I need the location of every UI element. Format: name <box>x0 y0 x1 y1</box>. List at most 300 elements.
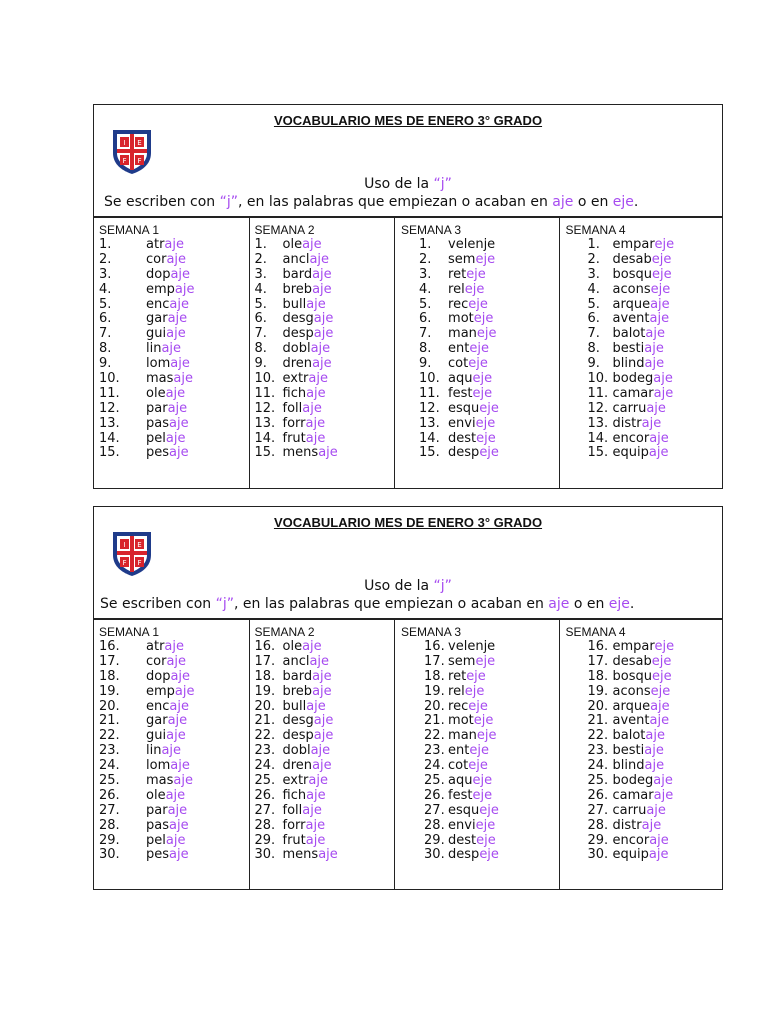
word-item <box>560 283 722 298</box>
svg-text:I: I <box>123 541 126 549</box>
vocab-word <box>283 714 334 729</box>
word-ending: aje <box>644 743 664 759</box>
item-number: 30. <box>99 847 120 863</box>
word-item <box>250 298 395 313</box>
word-item <box>395 446 558 461</box>
word-item <box>395 342 558 357</box>
vocab-word <box>613 670 672 685</box>
word-item <box>250 700 395 715</box>
word-item <box>250 238 395 253</box>
item-number: 2. <box>419 251 432 267</box>
word-item <box>560 685 722 700</box>
vocab-word <box>146 774 193 789</box>
word-ending: aje <box>318 445 338 461</box>
item-number: 6. <box>587 311 600 327</box>
week-column <box>395 620 559 889</box>
word-stem: pas <box>146 415 169 431</box>
word-item <box>250 744 395 759</box>
word-stem: acons <box>612 683 651 699</box>
vocab-word <box>146 446 189 461</box>
item-number: 5. <box>99 296 112 312</box>
word-ending: eje <box>473 311 494 327</box>
word-ending: aje <box>318 847 338 863</box>
vocab-word <box>146 789 185 804</box>
word-item <box>395 372 558 387</box>
word-ending: eje <box>469 743 489 759</box>
word-stem: dop <box>146 668 171 684</box>
item-number: 14. <box>254 430 276 446</box>
word-item <box>250 655 395 670</box>
item-number: 17. <box>99 653 120 669</box>
item-number: 10. <box>587 371 609 387</box>
word-ending: aje <box>649 713 670 729</box>
word-ending: aje <box>305 415 326 431</box>
word-item <box>560 819 722 834</box>
word-stem: rec <box>448 296 469 312</box>
word-item <box>560 640 722 655</box>
item-number: 16. <box>587 639 609 654</box>
word-item <box>395 402 558 417</box>
item-number: 2. <box>254 251 267 267</box>
word-ending: aje <box>312 668 332 684</box>
word-ending: aje <box>164 639 184 654</box>
vocab-word <box>146 357 190 372</box>
word-ending: eje <box>475 653 496 669</box>
item-number: 6. <box>419 311 432 327</box>
word-item <box>560 759 722 774</box>
vocab-word <box>613 283 671 298</box>
word-ending: eje <box>472 787 493 803</box>
word-stem: esqu <box>448 802 480 818</box>
item-number: 24. <box>587 758 609 774</box>
word-item <box>395 789 558 804</box>
vocab-word <box>448 357 488 372</box>
vocab-word <box>146 283 195 298</box>
vocab-word <box>613 804 666 819</box>
word-ending: aje <box>645 326 665 342</box>
week-label: SEMANA 1 <box>99 625 160 639</box>
vocab-word <box>613 744 664 759</box>
word-ending: aje <box>653 385 674 401</box>
word-ending: aje <box>653 787 674 803</box>
word-stem: desp <box>448 847 480 863</box>
word-item <box>560 446 722 461</box>
vocab-word <box>283 640 322 655</box>
week-label: SEMANA 2 <box>254 223 315 237</box>
item-number: 18. <box>99 668 120 684</box>
vocab-word <box>613 312 670 327</box>
week-column <box>250 218 396 488</box>
word-ending: aje <box>173 371 193 387</box>
vocab-word <box>613 327 665 342</box>
item-number: 13. <box>254 415 276 431</box>
vocab-word <box>283 789 326 804</box>
word-item <box>395 655 558 670</box>
vocabulary-card-2 <box>93 506 723 890</box>
item-number: 13. <box>99 415 120 431</box>
vocab-word <box>146 253 186 268</box>
word-item <box>94 744 249 759</box>
item-number: 20. <box>424 698 445 714</box>
word-ending: eje <box>651 251 672 267</box>
word-stem: breb <box>282 281 313 297</box>
word-ending: eje <box>479 445 499 461</box>
item-number: 6. <box>99 311 112 327</box>
word-stem: rec <box>448 698 469 714</box>
word-stem: ret <box>448 266 467 282</box>
word-item <box>94 298 249 313</box>
word-stem: bard <box>282 266 313 282</box>
word-ending: aje <box>644 341 664 357</box>
word-ending: aje <box>650 698 670 714</box>
week-columns <box>94 218 722 488</box>
word-ending: aje <box>302 400 322 416</box>
item-number: 11. <box>99 385 120 401</box>
week-label: SEMANA 4 <box>565 223 626 237</box>
item-number: 1. <box>587 237 600 252</box>
item-number: 20. <box>99 698 120 714</box>
word-item <box>560 714 722 729</box>
word-stem: man <box>448 728 477 744</box>
word-item <box>250 729 395 744</box>
item-number: 4. <box>254 281 267 297</box>
word-ending: aje <box>312 281 332 297</box>
item-number: 29. <box>587 832 609 848</box>
word-ending: aje <box>641 817 662 833</box>
word-ending: aje <box>648 847 669 863</box>
word-ending: aje <box>169 817 189 833</box>
word-stem: emp <box>146 281 175 297</box>
word-stem: aqu <box>448 371 473 387</box>
word-item <box>560 670 722 685</box>
word-stem: mens <box>282 847 319 863</box>
week-label: SEMANA 1 <box>99 223 160 237</box>
word-stem: cor <box>146 251 167 267</box>
word-item <box>395 774 558 789</box>
item-number: 16. <box>424 639 445 654</box>
word-stem: atr <box>146 237 165 252</box>
word-stem: arque <box>612 296 651 312</box>
vocab-word <box>283 744 331 759</box>
word-ending: aje <box>165 385 186 401</box>
word-item <box>250 685 395 700</box>
word-item <box>94 268 249 283</box>
word-ending: eje <box>654 639 675 654</box>
svg-text:F: F <box>137 559 142 567</box>
word-stem: lom <box>146 356 171 372</box>
word-item <box>395 283 558 298</box>
word-stem: breb <box>282 683 313 699</box>
card-header <box>94 105 722 218</box>
word-ending: aje <box>646 400 666 416</box>
vocab-word <box>613 446 669 461</box>
word-stem: mas <box>146 371 174 387</box>
word-stem: ole <box>282 237 303 252</box>
word-stem: envi <box>448 415 476 431</box>
item-number: 11. <box>419 385 440 401</box>
word-item <box>94 804 249 819</box>
item-number: 5. <box>419 296 432 312</box>
word-ending: aje <box>169 296 189 312</box>
word-stem: ancl <box>282 251 310 267</box>
item-number: 15. <box>587 445 609 461</box>
word-stem: desg <box>282 713 314 729</box>
item-number: 16. <box>99 639 120 654</box>
word-item <box>94 834 249 849</box>
item-number: 27. <box>587 802 609 818</box>
item-number: 3. <box>587 266 600 282</box>
item-number: 22. <box>424 728 445 744</box>
word-stem: ancl <box>282 653 310 669</box>
word-item <box>94 417 249 432</box>
week-label: SEMANA 3 <box>401 223 462 237</box>
word-item <box>94 729 249 744</box>
word-stem: dop <box>146 266 171 282</box>
item-number: 11. <box>587 385 609 401</box>
item-number: 19. <box>254 683 276 699</box>
word-item <box>560 774 722 789</box>
vocab-word <box>283 759 332 774</box>
word-ending: eje <box>650 281 671 297</box>
vocab-word <box>448 714 493 729</box>
word-stem: ent <box>448 743 470 759</box>
item-number: 15. <box>419 445 440 461</box>
vocab-word <box>613 402 666 417</box>
word-stem: cot <box>448 758 469 774</box>
word-stem: cor <box>146 653 167 669</box>
vocab-word <box>448 655 495 670</box>
item-number: 16. <box>254 639 276 654</box>
vocab-word <box>146 685 195 700</box>
week-label: SEMANA 3 <box>401 625 462 639</box>
word-item <box>250 789 395 804</box>
vocab-word <box>283 432 326 447</box>
item-number: 9. <box>254 356 267 372</box>
word-item <box>250 372 395 387</box>
word-stem: camar <box>612 385 654 401</box>
vocab-word <box>613 268 672 283</box>
word-item <box>395 387 558 402</box>
item-number: 25. <box>424 773 445 789</box>
word-stem: desp <box>448 445 480 461</box>
word-item <box>560 402 722 417</box>
word-item <box>560 372 722 387</box>
item-number: 14. <box>99 430 120 446</box>
vocab-word <box>613 655 672 670</box>
word-item <box>395 640 558 655</box>
word-item <box>395 238 558 253</box>
word-ending: aje <box>308 773 328 789</box>
item-number: 19. <box>424 683 445 699</box>
word-ending: aje <box>310 743 331 759</box>
word-stem: envi <box>448 817 476 833</box>
word-stem: desp <box>282 728 314 744</box>
vocab-word <box>613 819 662 834</box>
word-ending: eje <box>650 683 671 699</box>
vocabulary-card-1 <box>93 104 723 489</box>
word-ending: eje <box>652 668 672 684</box>
word-item <box>560 327 722 342</box>
vocab-word <box>283 357 332 372</box>
vocab-word <box>448 759 488 774</box>
item-number: 28. <box>254 817 276 833</box>
vocab-word <box>613 789 674 804</box>
word-ending: eje <box>468 356 488 372</box>
school-crest-icon <box>109 127 155 175</box>
week-label: SEMANA 2 <box>254 625 315 639</box>
item-number: 12. <box>587 400 609 416</box>
item-number: 30. <box>424 847 445 863</box>
word-stem: blind <box>612 356 645 372</box>
word-item <box>395 432 558 447</box>
word-stem: enc <box>146 296 170 312</box>
item-number: 9. <box>419 356 432 372</box>
word-stem: desp <box>282 326 314 342</box>
vocab-word <box>613 640 675 655</box>
word-stem: distr <box>612 415 642 431</box>
word-ending: aje <box>644 758 665 774</box>
word-stem: avent <box>612 713 650 729</box>
item-number: 1. <box>419 237 432 252</box>
word-ending: eje <box>476 326 497 342</box>
word-ending: eje <box>466 668 486 684</box>
vocab-word <box>448 729 496 744</box>
week-column <box>94 620 250 889</box>
word-stem: velenje <box>448 639 496 654</box>
word-item <box>94 640 249 655</box>
vocab-word <box>283 655 330 670</box>
item-number: 12. <box>99 400 120 416</box>
word-stem: acons <box>612 281 651 297</box>
item-number: 21. <box>254 713 276 729</box>
vocab-word <box>146 342 181 357</box>
word-stem: aqu <box>448 773 473 789</box>
word-item <box>250 774 395 789</box>
vocab-word <box>448 268 486 283</box>
word-ending: eje <box>464 281 485 297</box>
item-number: 21. <box>587 713 609 729</box>
word-item <box>560 789 722 804</box>
word-item <box>94 357 249 372</box>
svg-text:F: F <box>122 157 127 165</box>
word-item <box>395 700 558 715</box>
vocab-word <box>613 834 669 849</box>
item-number: 19. <box>99 683 120 699</box>
item-number: 23. <box>99 743 120 759</box>
word-ending: eje <box>475 415 496 431</box>
word-ending: aje <box>653 773 673 789</box>
word-ending: aje <box>167 400 188 416</box>
item-number: 23. <box>587 743 609 759</box>
word-stem: dren <box>282 758 313 774</box>
word-list <box>94 640 249 863</box>
item-number: 27. <box>424 802 445 818</box>
word-stem: arque <box>612 698 651 714</box>
vocab-word <box>283 283 332 298</box>
word-item <box>94 253 249 268</box>
item-number: 29. <box>254 832 276 848</box>
word-stem: foll <box>282 400 303 416</box>
word-ending: aje <box>169 698 189 714</box>
vocab-word <box>448 283 484 298</box>
word-item <box>395 804 558 819</box>
word-item <box>395 744 558 759</box>
word-stem: mens <box>282 445 319 461</box>
vocab-word <box>146 238 184 253</box>
word-item <box>94 819 249 834</box>
word-ending: aje <box>166 251 187 267</box>
word-stem: blind <box>612 758 645 774</box>
word-stem: encor <box>612 430 650 446</box>
word-stem: carru <box>612 802 647 818</box>
word-ending: eje <box>479 802 499 818</box>
word-stem: desab <box>612 653 652 669</box>
word-item <box>395 327 558 342</box>
vocab-word <box>448 744 489 759</box>
vocab-word <box>448 342 489 357</box>
word-ending: aje <box>649 832 669 848</box>
word-stem: gar <box>146 713 168 729</box>
vocab-word <box>613 432 669 447</box>
word-stem: mot <box>448 311 474 327</box>
word-stem: fich <box>282 385 307 401</box>
vocab-word <box>283 670 332 685</box>
word-ending: aje <box>165 430 186 446</box>
word-stem: dobl <box>282 341 311 357</box>
word-stem: ret <box>448 668 467 684</box>
word-ending: aje <box>306 698 326 714</box>
item-number: 2. <box>587 251 600 267</box>
word-item <box>395 759 558 774</box>
vocab-word <box>613 342 664 357</box>
word-item <box>395 298 558 313</box>
vocab-word <box>283 372 328 387</box>
vocab-word <box>283 848 338 863</box>
vocab-word <box>146 834 185 849</box>
vocab-word <box>613 253 672 268</box>
word-item <box>560 700 722 715</box>
item-number: 10. <box>99 371 120 387</box>
word-item <box>94 238 249 253</box>
vocab-word <box>146 804 187 819</box>
word-item <box>250 253 395 268</box>
word-ending: aje <box>164 237 184 252</box>
word-item <box>560 238 722 253</box>
word-item <box>250 759 395 774</box>
word-stem: ent <box>448 341 470 357</box>
item-number: 22. <box>99 728 120 744</box>
word-ending: aje <box>166 728 186 744</box>
word-ending: eje <box>469 341 489 357</box>
word-stem: ole <box>282 639 303 654</box>
word-ending: eje <box>476 832 496 848</box>
word-stem: gui <box>146 326 167 342</box>
word-stem: bodeg <box>612 773 654 789</box>
word-stem: camar <box>612 787 654 803</box>
word-item <box>560 804 722 819</box>
word-item <box>94 789 249 804</box>
word-ending: aje <box>649 311 670 327</box>
item-number: 23. <box>254 743 276 759</box>
word-list <box>395 238 558 461</box>
word-stem: desab <box>612 251 652 267</box>
item-number: 29. <box>424 832 445 848</box>
vocab-word <box>146 700 189 715</box>
word-stem: balot <box>612 326 646 342</box>
word-stem: fest <box>448 385 473 401</box>
word-item <box>250 402 395 417</box>
item-number: 17. <box>254 653 276 669</box>
